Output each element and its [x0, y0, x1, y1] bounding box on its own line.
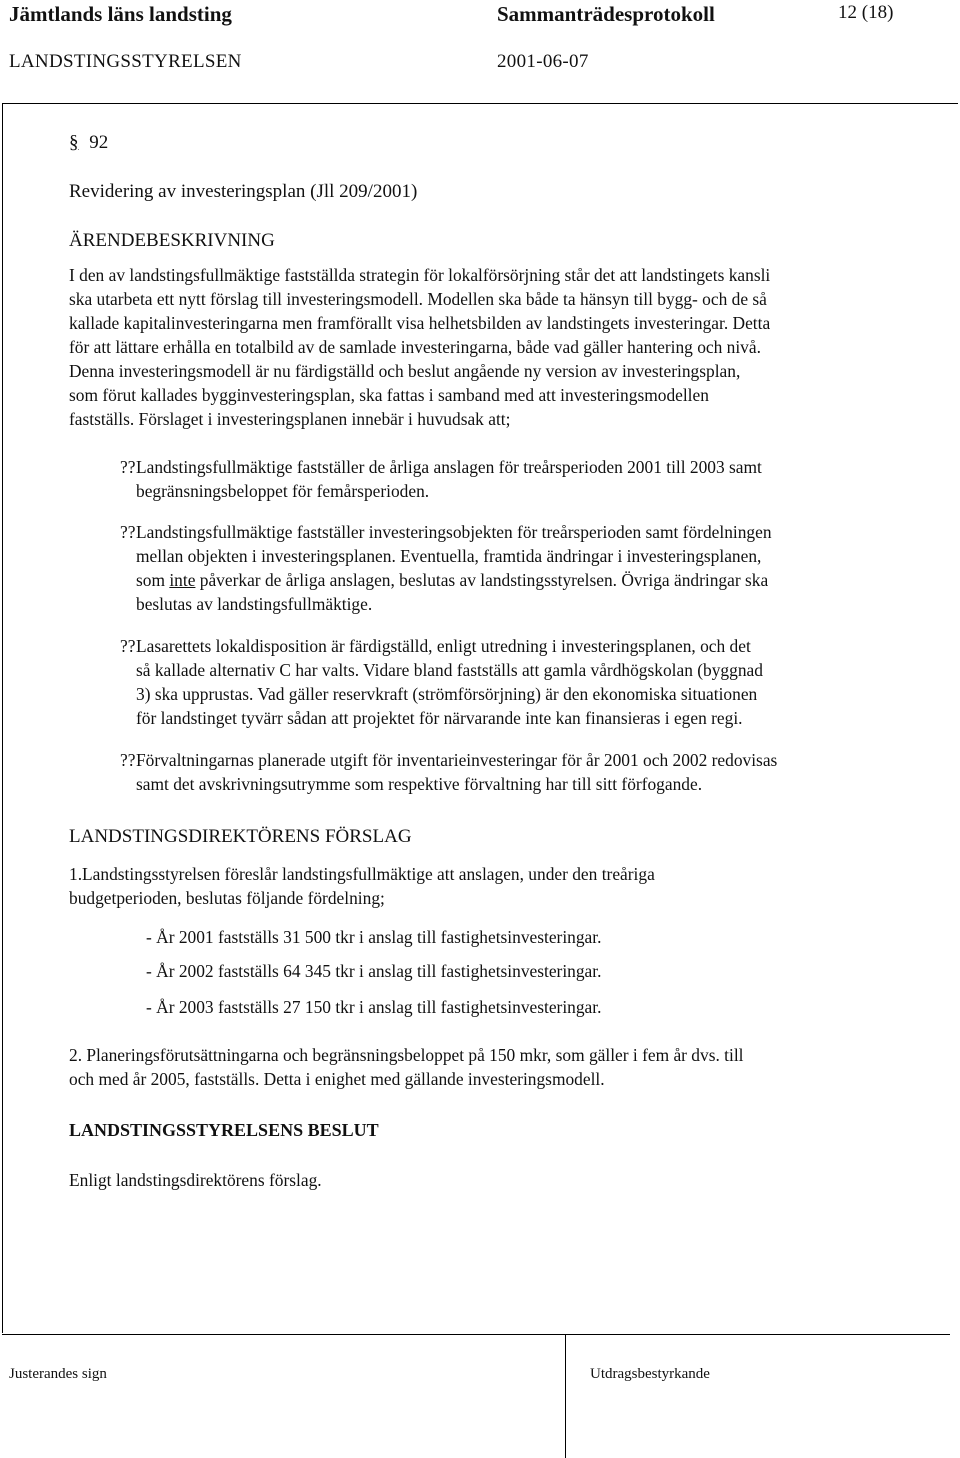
bullet-line: samt det avskrivningsutrymme som respektive förvaltning har till sitt förfogande. — [136, 774, 703, 794]
bullet-text: som — [136, 570, 170, 590]
bullet-item — [136, 520, 926, 616]
section-title: Revidering av investeringsplan (Jll 209/2001) — [69, 181, 418, 202]
arendebeskrivning-heading: ÄRENDEBESKRIVNING — [69, 230, 275, 251]
proposal-line: 1.Landstingsstyrelsen föreslår landstingsfullmäktige att anslagen, under den treåriga — [69, 864, 655, 884]
footer-justerandes-sign: Justerandes sign — [9, 1366, 107, 1382]
bullet-line: Landstingsfullmäktige fastställer investeringsobjekten för treårsperioden samt fördelningen — [136, 522, 772, 542]
meeting-date: 2001-06-07 — [497, 51, 589, 72]
organization-name: Jämtlands läns landsting — [9, 2, 232, 26]
allocation-2002: - År 2002 fastställs 64 345 tkr i anslag till fastighetsinvesteringar. — [146, 961, 602, 981]
allocation-2003: - År 2003 fastställs 27 150 tkr i anslag till fastighetsinvesteringar. — [146, 997, 602, 1017]
proposal-item-1 — [69, 862, 919, 910]
committee-name: LANDSTINGSSTYRELSEN — [9, 51, 242, 72]
allocation-2001: - År 2001 fastställs 31 500 tkr i anslag till fastighetsinvesteringar. — [146, 927, 602, 947]
arendebeskrivning-body — [69, 263, 919, 431]
body-line: ska utarbeta ett nytt förslag till investeringsmodell. Modellen ska både ta hänsyn till bygg- och de så — [69, 289, 767, 309]
bullet-marker: ?? — [120, 457, 136, 477]
bullet-item — [136, 634, 926, 730]
bullet-line: Landstingsfullmäktige fastställer de årliga anslagen för treårsperioden 2001 till 2003 samt — [136, 457, 762, 477]
direktor-heading: LANDSTINGSDIREKTÖRENS FÖRSLAG — [69, 826, 412, 847]
body-line: I den av landstingsfullmäktige fastställda strategin för lokalförsörjning står det att landstingets kansli — [69, 265, 771, 285]
footer-utdragsbestyrkande: Utdragsbestyrkande — [590, 1366, 710, 1382]
paragraph-symbol: § — [69, 132, 79, 153]
bullet-text: påverkar de årliga anslagen, beslutas av landstingsstyrelsen. Övriga ändringar ska — [195, 570, 769, 590]
bullet-marker: ?? — [120, 750, 136, 770]
proposal-line: och med år 2005, fastställs. Detta i enighet med gällande investeringsmodell. — [69, 1069, 605, 1089]
bullet-line: begränsningsbeloppet för femårsperioden. — [136, 481, 430, 501]
body-line: för att lättare erhålla en totalbild av de samlade investeringarna, både vad gäller hantering och nivå. — [69, 337, 761, 357]
emphasis-underlined: inte — [169, 570, 196, 590]
beslut-text: Enligt landstingsdirektörens förslag. — [69, 1170, 322, 1190]
body-line: som förut kallades bygginvesteringsplan, ska fattas i samband med att investeringsmodellen — [69, 385, 709, 405]
bullet-line: så kallade alternativ C har valts. Vidare bland fastställs att gamla vårdhögskolan (byggnad — [136, 660, 763, 680]
proposal-item-2 — [69, 1043, 919, 1091]
bullet-line: för landstinget tyvärr sådan att projektet för närvarande inte kan finansieras i egen regi. — [136, 708, 743, 728]
bullet-line: mellan objekten i investeringsplanen. Eventuella, framtida ändringar i investeringsplanen, — [136, 546, 762, 566]
body-line: kallade kapitalinvesteringarna men framförallt visa helhetsbilden av landstingets investeringar. Detta — [69, 313, 771, 333]
document-type: Sammanträdesprotokoll — [497, 2, 715, 26]
proposal-line: budgetperioden, beslutas följande fördelning; — [69, 888, 385, 908]
bullet-line — [136, 568, 926, 592]
bullet-marker: ?? — [120, 522, 136, 542]
section-number: 92 — [89, 132, 109, 153]
bullet-item — [136, 455, 926, 503]
section-marker — [69, 132, 108, 154]
left-margin-rule — [2, 103, 3, 1333]
bullet-item — [136, 748, 926, 796]
body-line: Denna investeringsmodell är nu färdigställd och beslut angående ny version av investeringsplan, — [69, 361, 741, 381]
body-line: fastställs. Förslaget i investeringsplanen innebär i huvudsak att; — [69, 409, 511, 429]
page-number: 12 (18) — [838, 2, 894, 23]
bullet-line: 3) ska upprustas. Vad gäller reservkraft (strömförsörjning) är den ekonomiska situationen — [136, 684, 758, 704]
footer-rule — [2, 1334, 950, 1335]
bullet-line: beslutas av landstingsfullmäktige. — [136, 594, 373, 614]
bullet-line: Lasarettets lokaldisposition är färdigställd, enligt utredning i investeringsplanen, och det — [136, 636, 751, 656]
bullet-line: Förvaltningarnas planerade utgift för inventarieinvesteringar för år 2001 och 2002 redovisas — [136, 750, 778, 770]
proposal-line: 2. Planeringsförutsättningarna och begränsningsbeloppet på 150 mkr, som gäller i fem år dvs. till — [69, 1045, 744, 1065]
bullet-marker: ?? — [120, 636, 136, 656]
footer-divider — [565, 1334, 566, 1458]
beslut-heading: LANDSTINGSSTYRELSENS BESLUT — [69, 1120, 379, 1140]
header-rule — [2, 103, 958, 104]
